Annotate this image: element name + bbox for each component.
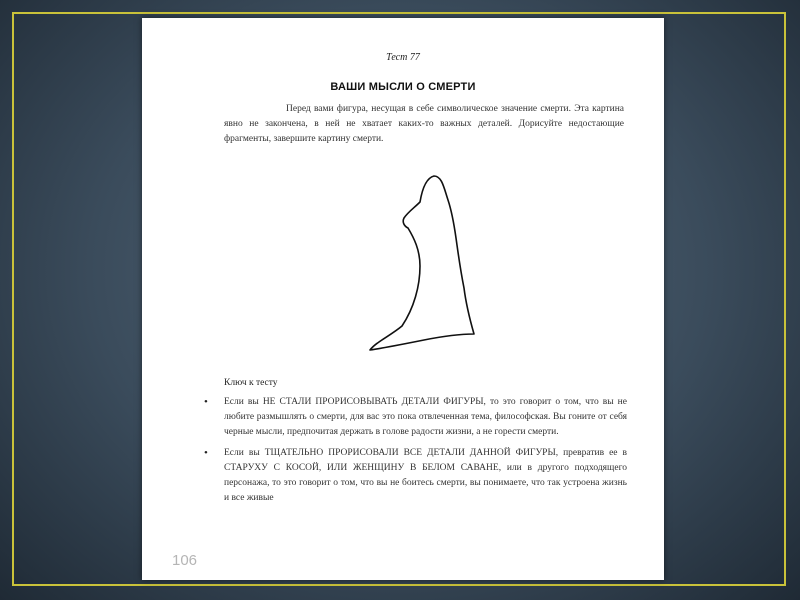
bullet-item: • Если вы НЕ СТАЛИ ПРОРИСОВЫВАТЬ ДЕТАЛИ ФИГУРЫ, то это говорит о том, что вы не любите размышлять о смерти, для вас это пока отвлеченная тема, философская. Вы гоните от себя черные мысли, предпочитая держать в голове радости жизни, а не горести смерти. bbox=[202, 395, 627, 440]
page-number: 106 bbox=[172, 552, 198, 569]
death-figure-sketch bbox=[364, 168, 494, 368]
key-bullets bbox=[202, 395, 627, 512]
test-label: Тест 77 bbox=[386, 52, 420, 63]
key-title: Ключ к тесту bbox=[224, 378, 278, 388]
bullet-item: • Если вы ТЩАТЕЛЬНО ПРОРИСОВАЛИ ВСЕ ДЕТАЛИ ДАННОЙ ФИГУРЫ, превратив ее в СТАРУХУ С КОСОЙ, ИЛИ ЖЕНЩИНУ В БЕЛОМ САВАНЕ, или в другого подходящего персонажа, то это говорит о том, что вы не боитесь смерти, вы понимаете, что так устроена жизнь и все живые bbox=[202, 446, 627, 506]
page-title: ВАШИ МЫСЛИ О СМЕРТИ bbox=[330, 81, 476, 93]
intro-paragraph: Перед вами фигура, несущая в себе символическое значение смерти. Эта картина явно не закончена, в ней не хватает каких-то важных деталей. Дорисуйте недостающие фрагменты, завершите картину смерти. bbox=[224, 104, 624, 144]
book-page bbox=[142, 18, 664, 580]
intro-text bbox=[224, 102, 624, 147]
